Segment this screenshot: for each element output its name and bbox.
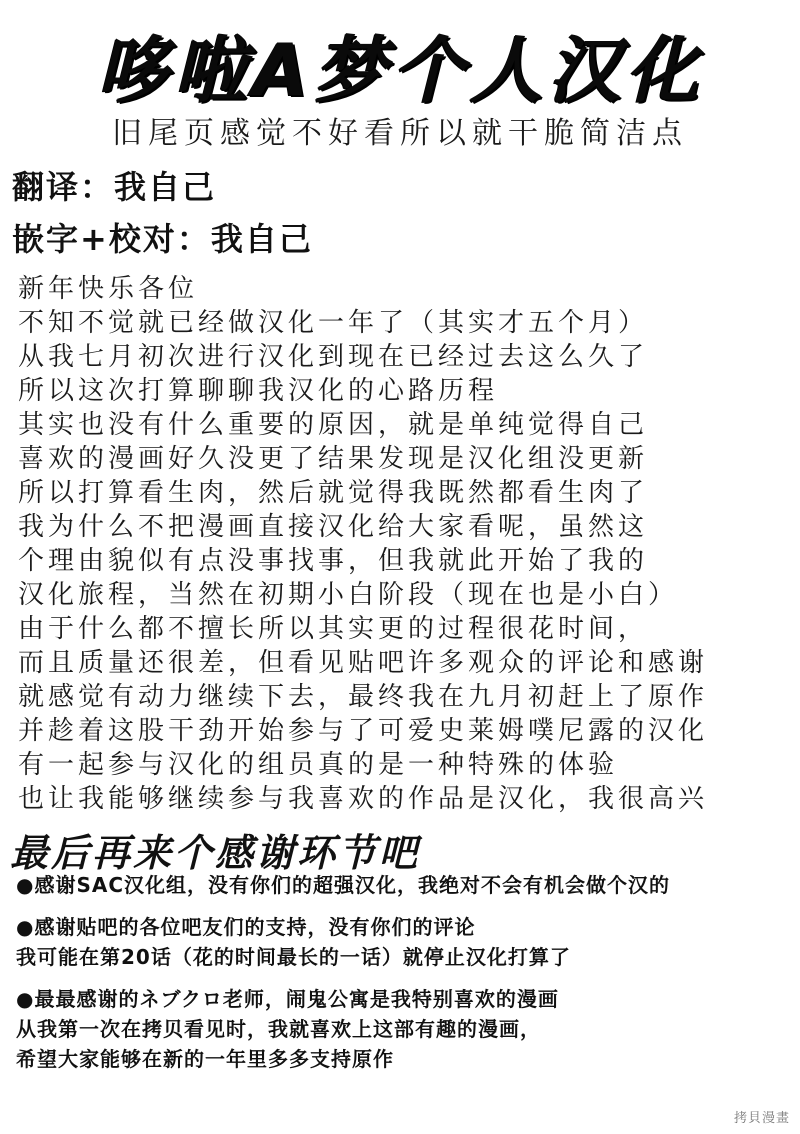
thanks-heading: 最后再来个感谢环节吧 <box>10 831 421 875</box>
body-line: 也让我能够继续参与我喜欢的作品是汉化，我很高兴 <box>18 784 709 814</box>
body-line: 喜欢的漫画好久没更了结果发现是汉化组没更新 <box>18 444 649 474</box>
body-line: 并趁着这股干劲开始参与了可爱史莱姆噗尼露的汉化 <box>18 716 709 746</box>
body-line: 所以打算看生肉，然后就觉得我既然都看生肉了 <box>18 478 649 508</box>
body-line: 其实也没有什么重要的原因，就是单纯觉得自己 <box>18 410 649 440</box>
thanks-item-author: ●最最感谢的ネブクロ老师，闹鬼公寓是我特别喜欢的漫画 <box>16 987 559 1011</box>
credit-translation: 翻译：我自己 <box>12 168 217 206</box>
body-line: 新年快乐各位 <box>18 274 199 304</box>
page-subtitle: 旧尾页感觉不好看所以就干脆简洁点 <box>112 116 688 151</box>
body-line: 有一起参与汉化的组员真的是一种特殊的体验 <box>18 750 619 780</box>
thanks-item-author-continued: 从我第一次在拷贝看见时，我就喜欢上这部有趣的漫画， <box>16 1017 541 1041</box>
thanks-item-sac: ●感谢SAC汉化组，没有你们的超强汉化，我绝对不会有机会做个汉的 <box>16 873 671 897</box>
body-line: 就感觉有动力继续下去，最终我在九月初赶上了原作 <box>18 682 709 712</box>
body-line: 不知不觉就已经做汉化一年了（其实才五个月） <box>18 308 649 338</box>
page-title: 哆啦A梦个人汉化 <box>96 28 704 112</box>
thanks-item-tieba-continued: 我可能在第20话（花的时间最长的一话）就停止汉化打算了 <box>16 945 571 969</box>
body-text <box>18 272 708 816</box>
credit-typeset-proofread: 嵌字+校对：我自己 <box>12 220 313 258</box>
body-line: 而且质量还很差，但看见贴吧许多观众的评论和感谢 <box>18 648 709 678</box>
body-line: 所以这次打算聊聊我汉化的心路历程 <box>18 376 499 406</box>
body-line: 我为什么不把漫画直接汉化给大家看呢，虽然这 <box>18 512 649 542</box>
thanks-item-tieba: ●感谢贴吧的各位吧友们的支持，没有你们的评论 <box>16 915 476 939</box>
source-watermark: 拷貝漫畫 <box>733 1111 790 1126</box>
thanks-list <box>16 870 670 1074</box>
body-line: 由于什么都不擅长所以其实更的过程很花时间， <box>18 614 649 644</box>
body-line: 从我七月初次进行汉化到现在已经过去这么久了 <box>18 342 649 372</box>
body-line: 个理由貌似有点没事找事，但我就此开始了我的 <box>18 546 649 576</box>
thanks-item-author-closing: 希望大家能够在新的一年里多多支持原作 <box>16 1047 394 1071</box>
body-line: 汉化旅程，当然在初期小白阶段（现在也是小白） <box>18 580 679 610</box>
